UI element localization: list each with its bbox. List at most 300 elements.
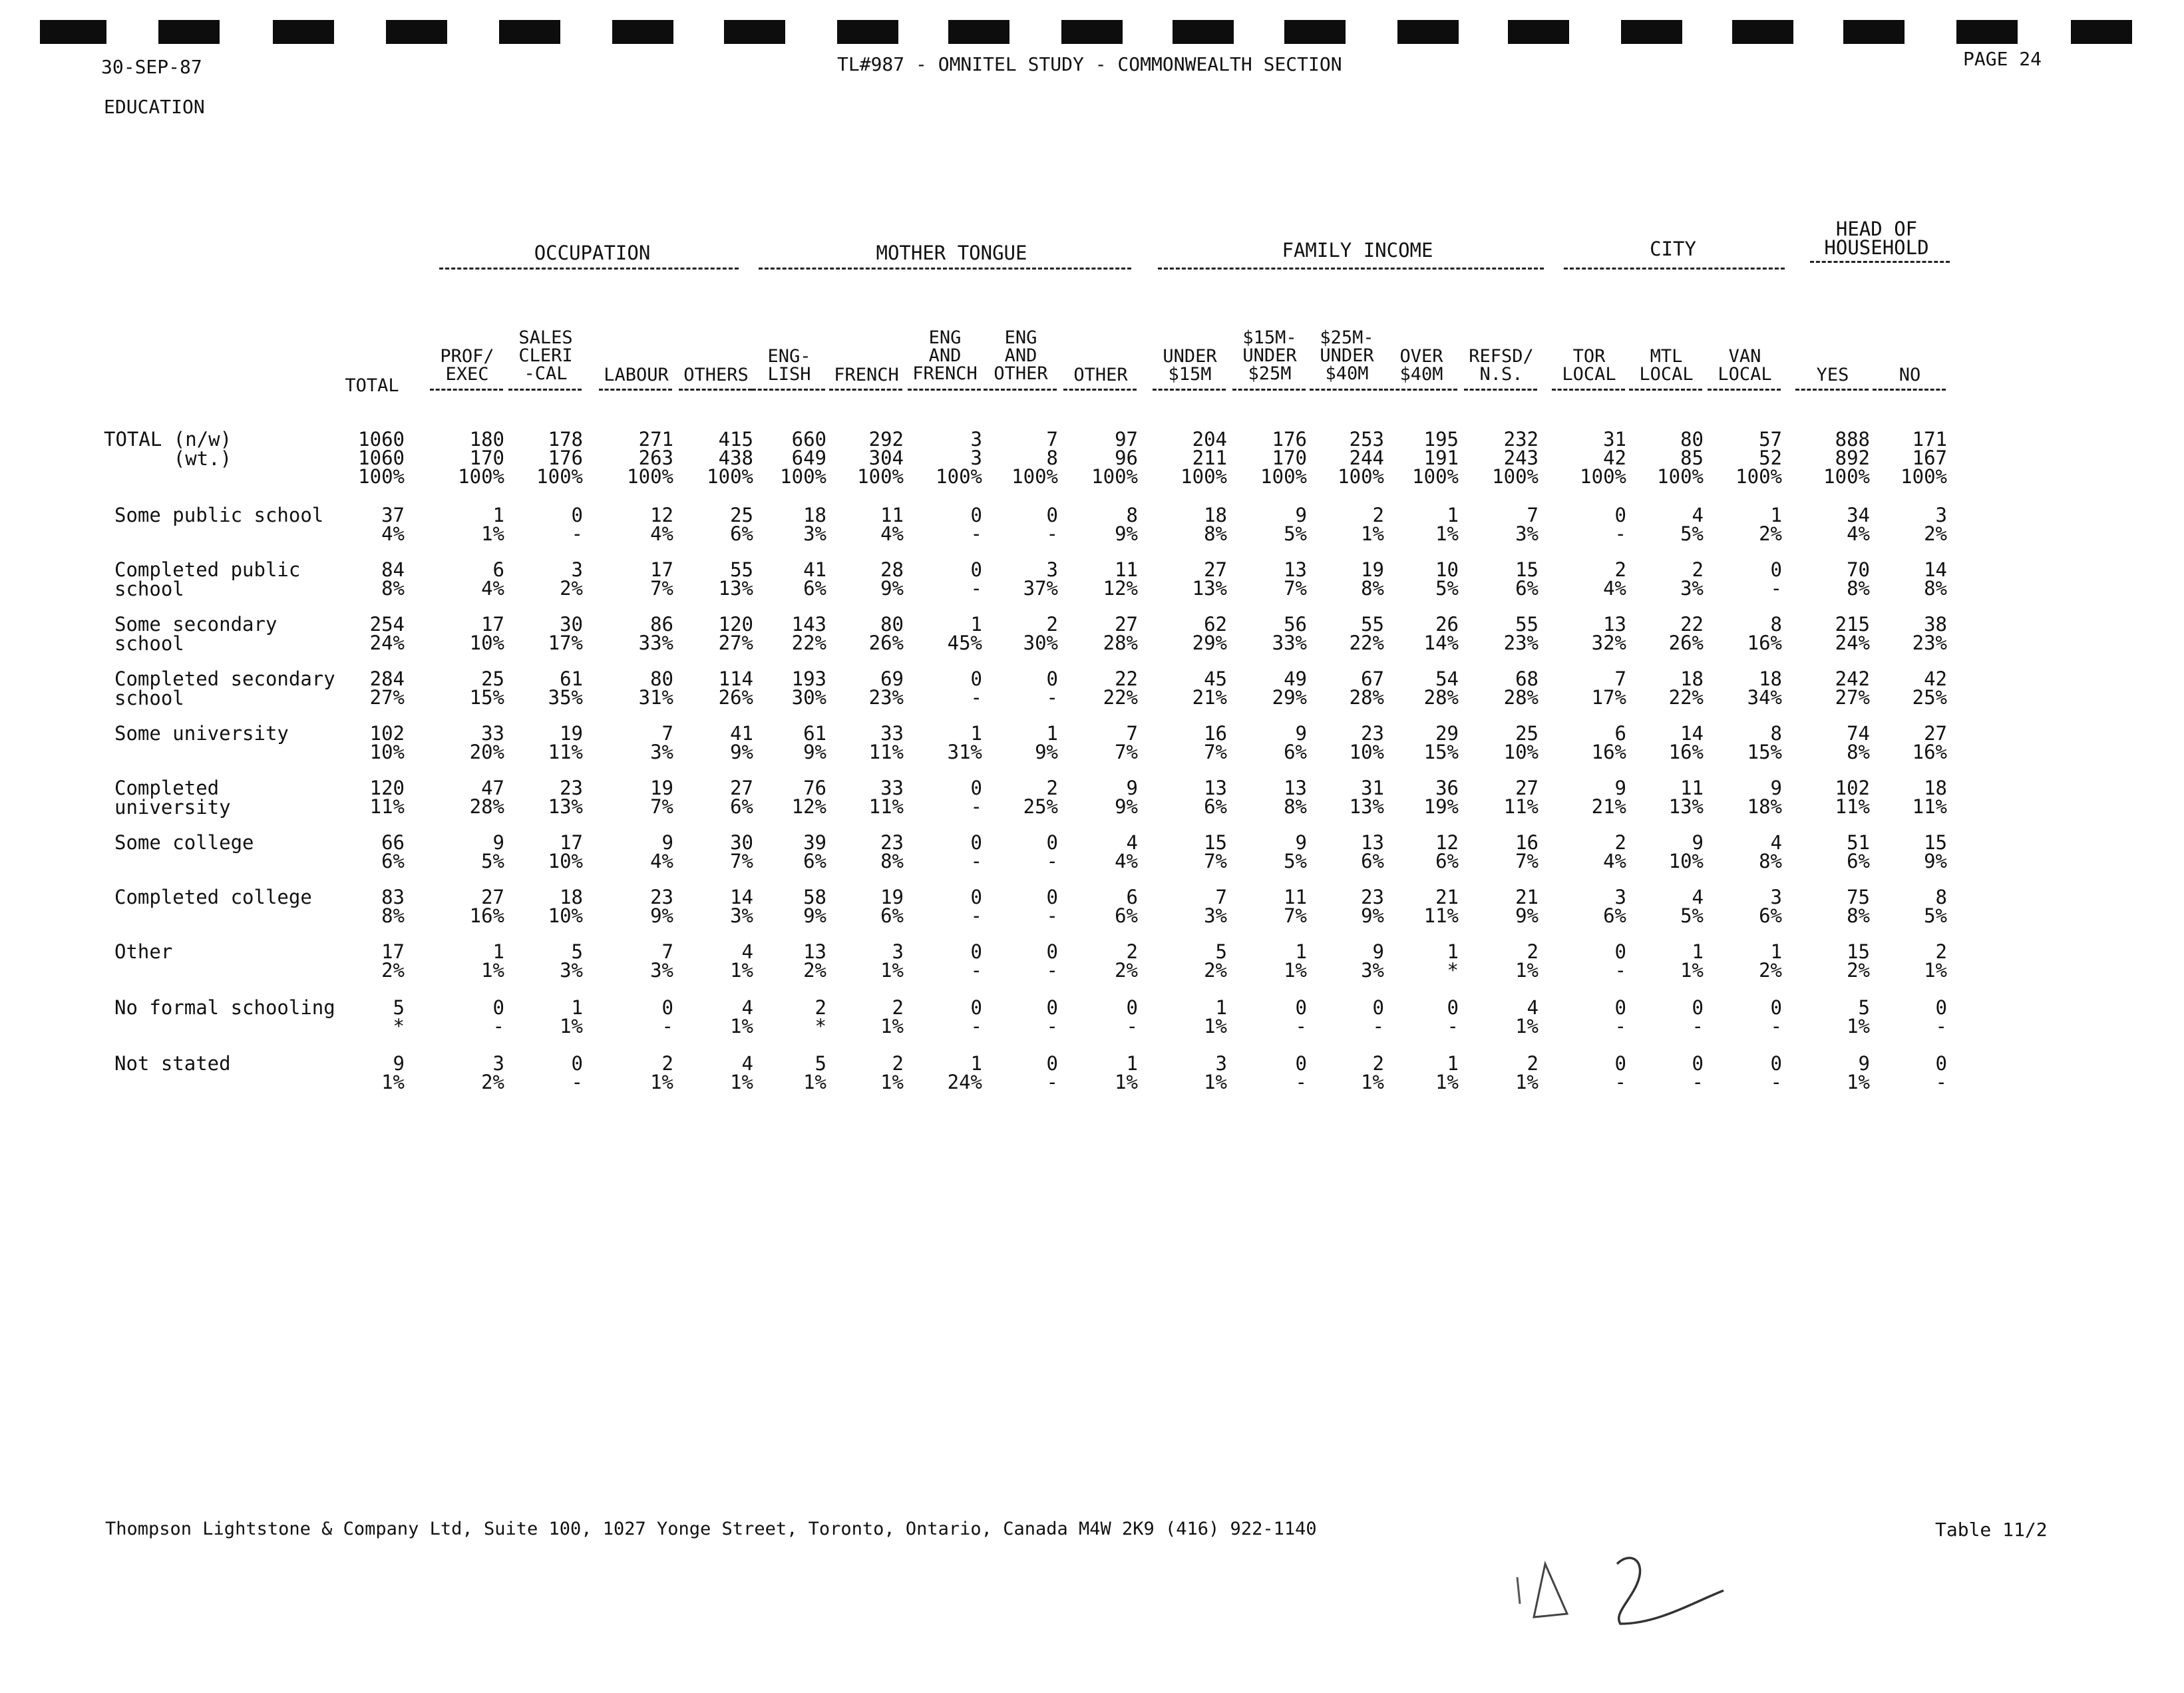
column-header: $15M- UNDER $25M bbox=[1242, 327, 1297, 384]
cell-percent: 16% bbox=[1668, 741, 1704, 763]
cell-count: 176 bbox=[1272, 428, 1307, 451]
cell-percent: 2% bbox=[1115, 959, 1138, 982]
cell-count: 1 bbox=[1295, 940, 1307, 963]
cell-percent: - bbox=[571, 522, 583, 545]
cell-count: 2 bbox=[1527, 1052, 1539, 1075]
cell-percent: 7% bbox=[1515, 850, 1539, 872]
cell-percent: 1% bbox=[1361, 522, 1384, 545]
cell-count: 195 bbox=[1423, 428, 1459, 451]
cell-percent: 11% bbox=[1423, 904, 1459, 927]
cell-count: 4 bbox=[741, 996, 753, 1019]
cell-count: 888 bbox=[1835, 428, 1870, 451]
cell-percent: 2% bbox=[1924, 522, 1947, 545]
cell-percent: 28% bbox=[1349, 686, 1384, 709]
cell-percent: 5% bbox=[481, 850, 504, 872]
cell-percent: 3% bbox=[1515, 522, 1539, 545]
column-header: OVER $40M bbox=[1399, 346, 1443, 385]
cell-count: 8 bbox=[1770, 722, 1782, 745]
group-header: HEAD OF HOUSEHOLD bbox=[1824, 218, 1929, 259]
cell-percent: 2% bbox=[560, 577, 583, 600]
column-header: ENG AND FRENCH bbox=[912, 327, 978, 384]
cell-count: 39 bbox=[803, 831, 826, 854]
cell-percent: 100% bbox=[1181, 465, 1227, 488]
cell-count: 1060 bbox=[358, 428, 405, 451]
cell-count: 0 bbox=[492, 996, 504, 1019]
group-header: FAMILY INCOME bbox=[1282, 239, 1433, 262]
cell-percent: 9% bbox=[1515, 904, 1539, 927]
cell-percent: 3% bbox=[730, 904, 753, 927]
cell-count: 3 bbox=[892, 940, 904, 963]
cell-percent: 16% bbox=[1912, 741, 1947, 763]
cell-count: 271 bbox=[638, 428, 673, 451]
column-header-underline bbox=[752, 389, 825, 391]
cell-percent: 10% bbox=[369, 741, 405, 763]
cell-count: 13 bbox=[1284, 777, 1307, 799]
cell-count: 2 bbox=[1935, 940, 1947, 963]
cell-percent: - bbox=[1046, 959, 1058, 982]
cell-percent: 23% bbox=[1503, 632, 1539, 654]
column-header: NO bbox=[1899, 365, 1921, 385]
cell-percent: 13% bbox=[718, 577, 753, 600]
cell-count: 211 bbox=[1192, 447, 1227, 469]
cell-count: 3 bbox=[1935, 504, 1947, 526]
cell-percent: 4% bbox=[1847, 522, 1870, 545]
cell-percent: 4% bbox=[1603, 577, 1626, 600]
cell-count: 4 bbox=[1692, 886, 1704, 908]
cell-count: 13 bbox=[1361, 831, 1384, 854]
cell-count: 14 bbox=[730, 886, 753, 908]
cell-percent: - bbox=[1692, 1071, 1704, 1093]
cell-count: 242 bbox=[1835, 667, 1870, 690]
cell-percent: 6% bbox=[730, 522, 753, 545]
cell-count: 9 bbox=[1614, 777, 1626, 799]
cell-count: 80 bbox=[650, 667, 673, 690]
cell-count: 114 bbox=[718, 667, 753, 690]
cell-count: 23 bbox=[1361, 886, 1384, 908]
cell-percent: 1% bbox=[1115, 1071, 1138, 1093]
cell-percent: 10% bbox=[548, 904, 583, 927]
cell-percent: 33% bbox=[1272, 632, 1307, 654]
cell-percent: - bbox=[661, 1015, 673, 1037]
scan-border-block bbox=[724, 20, 785, 44]
cell-count: 61 bbox=[803, 722, 826, 745]
cell-count: 13 bbox=[1603, 613, 1626, 636]
cell-count: 17 bbox=[560, 831, 583, 854]
cell-percent: 26% bbox=[718, 686, 753, 709]
column-header-underline bbox=[1384, 389, 1457, 391]
cell-percent: - bbox=[1614, 1015, 1626, 1037]
cell-count: 54 bbox=[1435, 667, 1459, 690]
cell-percent: 3% bbox=[1204, 904, 1227, 927]
cell-count: 5 bbox=[1858, 996, 1870, 1019]
cell-count: 0 bbox=[1770, 1052, 1782, 1075]
cell-count: 23 bbox=[880, 831, 904, 854]
cell-percent: 1% bbox=[1680, 959, 1704, 982]
column-header-underline bbox=[1552, 389, 1625, 391]
cell-percent: 1% bbox=[880, 959, 904, 982]
cell-percent: 100% bbox=[358, 465, 405, 488]
cell-count: 2 bbox=[1126, 940, 1138, 963]
group-header-underline bbox=[1564, 268, 1785, 270]
cell-count: 2 bbox=[1692, 558, 1704, 581]
cell-count: 3 bbox=[492, 1052, 504, 1075]
cell-percent: 10% bbox=[1349, 741, 1384, 763]
row-label: Some public school bbox=[114, 504, 324, 526]
cell-percent: 6% bbox=[1759, 904, 1782, 927]
cell-percent: 4% bbox=[880, 522, 904, 545]
cell-percent: - bbox=[1692, 1015, 1704, 1037]
cell-percent: 100% bbox=[780, 465, 826, 488]
cell-count: 7 bbox=[1215, 886, 1227, 908]
cell-percent: - bbox=[1046, 904, 1058, 927]
cell-percent: 6% bbox=[1284, 741, 1307, 763]
cell-count: 2 bbox=[1046, 613, 1058, 636]
cell-count: 0 bbox=[1295, 996, 1307, 1019]
cell-percent: 1% bbox=[1361, 1071, 1384, 1093]
cell-percent: 7% bbox=[650, 577, 673, 600]
cell-count: 42 bbox=[1603, 447, 1626, 469]
cell-percent: 8% bbox=[1924, 577, 1947, 600]
cell-count: 1 bbox=[1215, 996, 1227, 1019]
scan-border-block bbox=[1508, 20, 1569, 44]
column-header: ENG AND OTHER bbox=[994, 327, 1048, 384]
cell-count: 18 bbox=[560, 886, 583, 908]
cell-count: 253 bbox=[1349, 428, 1384, 451]
cell-percent: 100% bbox=[707, 465, 753, 488]
cell-count: 9 bbox=[492, 831, 504, 854]
cell-count: 38 bbox=[1924, 613, 1947, 636]
scan-border-block bbox=[1843, 20, 1905, 44]
cell-count: 19 bbox=[650, 777, 673, 799]
cell-count: 9 bbox=[1295, 722, 1307, 745]
cell-count: 15 bbox=[1847, 940, 1870, 963]
cell-count: 8 bbox=[1046, 447, 1058, 469]
cell-percent: 26% bbox=[1668, 632, 1704, 654]
cell-count: 6 bbox=[492, 558, 504, 581]
cell-percent: 16% bbox=[469, 904, 504, 927]
cell-count: 37 bbox=[381, 504, 405, 526]
cell-percent: 9% bbox=[730, 741, 753, 763]
cell-count: 12 bbox=[1435, 831, 1459, 854]
cell-percent: 8% bbox=[1361, 577, 1384, 600]
cell-percent: 10% bbox=[548, 850, 583, 872]
cell-percent: 1% bbox=[1284, 959, 1307, 982]
cell-percent: - bbox=[1046, 1015, 1058, 1037]
cell-count: 80 bbox=[1680, 428, 1704, 451]
cell-count: 2 bbox=[892, 1052, 904, 1075]
cell-count: 2 bbox=[1372, 504, 1384, 526]
cell-percent: * bbox=[815, 1015, 826, 1037]
cell-percent: 1% bbox=[730, 959, 753, 982]
cell-count: 45 bbox=[1204, 667, 1227, 690]
cell-count: 36 bbox=[1435, 777, 1459, 799]
cell-count: 4 bbox=[1770, 831, 1782, 854]
cell-count: 1 bbox=[970, 722, 982, 745]
cell-percent: 8% bbox=[381, 577, 405, 600]
cell-percent: 100% bbox=[1735, 465, 1782, 488]
cell-count: 4 bbox=[741, 1052, 753, 1075]
cell-count: 66 bbox=[381, 831, 405, 854]
cell-count: 1 bbox=[1447, 1052, 1459, 1075]
cell-percent: 11% bbox=[1835, 795, 1870, 818]
cell-percent: 6% bbox=[381, 850, 405, 872]
cell-count: 1 bbox=[1770, 940, 1782, 963]
cell-percent: 5% bbox=[1924, 904, 1947, 927]
cell-percent: 17% bbox=[1591, 686, 1626, 709]
cell-count: 84 bbox=[381, 558, 405, 581]
cell-count: 3 bbox=[970, 447, 982, 469]
cell-percent: 15% bbox=[1747, 741, 1782, 763]
cell-count: 51 bbox=[1847, 831, 1870, 854]
cell-percent: 13% bbox=[1192, 577, 1227, 600]
cell-count: 193 bbox=[791, 667, 826, 690]
column-header-underline bbox=[1629, 389, 1702, 391]
cell-percent: 30% bbox=[1023, 632, 1058, 654]
cell-count: 7 bbox=[1046, 428, 1058, 451]
cell-percent: 1% bbox=[650, 1071, 673, 1093]
cell-percent: 1% bbox=[560, 1015, 583, 1037]
cell-count: 9 bbox=[1295, 504, 1307, 526]
cell-count: 83 bbox=[381, 886, 405, 908]
cell-count: 7 bbox=[1126, 722, 1138, 745]
cell-count: 75 bbox=[1847, 886, 1870, 908]
cell-percent: 24% bbox=[947, 1071, 982, 1093]
cell-percent: 4% bbox=[650, 522, 673, 545]
cell-count: 17 bbox=[650, 558, 673, 581]
cell-percent: 29% bbox=[1272, 686, 1307, 709]
cell-percent: 1% bbox=[880, 1071, 904, 1093]
cell-count: 30 bbox=[560, 613, 583, 636]
cell-count: 76 bbox=[803, 777, 826, 799]
cell-percent: 100% bbox=[1338, 465, 1384, 488]
cell-percent: 6% bbox=[1847, 850, 1870, 872]
cell-count: 27 bbox=[1204, 558, 1227, 581]
cell-count: 15 bbox=[1204, 831, 1227, 854]
cell-percent: - bbox=[970, 850, 982, 872]
column-header: REFSD/ N.S. bbox=[1469, 346, 1534, 385]
cell-percent: 11% bbox=[369, 795, 405, 818]
cell-percent: 9% bbox=[1924, 850, 1947, 872]
cell-count: 68 bbox=[1515, 667, 1539, 690]
cell-count: 9 bbox=[661, 831, 673, 854]
group-header-underline bbox=[759, 268, 1131, 270]
column-header-underline bbox=[430, 389, 503, 391]
cell-count: 1 bbox=[970, 613, 982, 636]
cell-percent: 4% bbox=[1603, 850, 1626, 872]
cell-percent: 10% bbox=[1668, 850, 1704, 872]
cell-percent: 8% bbox=[1204, 522, 1227, 545]
cell-count: 143 bbox=[791, 613, 826, 636]
cell-percent: 4% bbox=[381, 522, 405, 545]
cell-count: 23 bbox=[1361, 722, 1384, 745]
cell-count: 170 bbox=[1272, 447, 1307, 469]
cell-count: 4 bbox=[741, 940, 753, 963]
cell-count: 0 bbox=[970, 777, 982, 799]
cell-percent: 2% bbox=[803, 959, 826, 982]
cell-percent: * bbox=[393, 1015, 405, 1037]
cell-count: 23 bbox=[650, 886, 673, 908]
cell-count: 33 bbox=[481, 722, 504, 745]
cell-count: 97 bbox=[1115, 428, 1138, 451]
cell-percent: 28% bbox=[1423, 686, 1459, 709]
cell-count: 120 bbox=[718, 613, 753, 636]
cell-count: 21 bbox=[1435, 886, 1459, 908]
cell-count: 27 bbox=[1924, 722, 1947, 745]
row-label: Completed public school bbox=[114, 558, 301, 600]
row-label: Some university bbox=[114, 722, 289, 745]
row-label: Some college bbox=[114, 831, 254, 854]
cell-percent: 100% bbox=[1901, 465, 1947, 488]
cell-percent: - bbox=[970, 577, 982, 600]
cell-count: 3 bbox=[1614, 886, 1626, 908]
cell-percent: 7% bbox=[650, 795, 673, 818]
cell-count: 0 bbox=[1046, 1052, 1058, 1075]
cell-percent: 14% bbox=[1423, 632, 1459, 654]
cell-percent: 1% bbox=[481, 959, 504, 982]
column-header: LABOUR bbox=[604, 365, 669, 385]
cell-percent: 33% bbox=[638, 632, 673, 654]
cell-percent: 15% bbox=[469, 686, 504, 709]
cell-count: 6 bbox=[1614, 722, 1626, 745]
cell-percent: 100% bbox=[1657, 465, 1704, 488]
cell-percent: 1% bbox=[1515, 1015, 1539, 1037]
cell-percent: 100% bbox=[536, 465, 583, 488]
cell-percent: - bbox=[1372, 1015, 1384, 1037]
cell-count: 1 bbox=[1770, 504, 1782, 526]
cell-count: 3 bbox=[970, 428, 982, 451]
cell-percent: 100% bbox=[1580, 465, 1626, 488]
group-header-underline bbox=[1810, 261, 1950, 263]
cell-count: 5 bbox=[571, 940, 583, 963]
cell-count: 56 bbox=[1284, 613, 1307, 636]
cell-percent: 29% bbox=[1192, 632, 1227, 654]
cell-percent: 17% bbox=[548, 632, 583, 654]
cell-count: 215 bbox=[1835, 613, 1870, 636]
scan-border-block bbox=[273, 20, 334, 44]
cell-percent: 1% bbox=[1204, 1071, 1227, 1093]
cell-count: 8 bbox=[1770, 613, 1782, 636]
cell-count: 5 bbox=[393, 996, 405, 1019]
cell-count: 2 bbox=[892, 996, 904, 1019]
cell-percent: 1% bbox=[1847, 1071, 1870, 1093]
cell-count: 3 bbox=[1770, 886, 1782, 908]
cell-count: 74 bbox=[1847, 722, 1870, 745]
cell-percent: 11% bbox=[868, 741, 904, 763]
cell-percent: 13% bbox=[1349, 795, 1384, 818]
row-label: Completed college bbox=[114, 886, 312, 908]
row-label: Other bbox=[114, 940, 173, 963]
column-header-underline bbox=[829, 389, 902, 391]
group-header: CITY bbox=[1650, 238, 1696, 260]
cell-percent: 28% bbox=[469, 795, 504, 818]
cell-percent: 1% bbox=[1435, 522, 1459, 545]
cell-count: 1 bbox=[1692, 940, 1704, 963]
cell-percent: 2% bbox=[1847, 959, 1870, 982]
cell-count: 8 bbox=[1935, 886, 1947, 908]
scan-border-block bbox=[948, 20, 1009, 44]
cell-count: 8 bbox=[1126, 504, 1138, 526]
cell-percent: 3% bbox=[650, 959, 673, 982]
cell-count: 28 bbox=[880, 558, 904, 581]
cell-count: 171 bbox=[1912, 428, 1947, 451]
cell-percent: 3% bbox=[560, 959, 583, 982]
cell-percent: - bbox=[1046, 686, 1058, 709]
cell-count: 13 bbox=[1284, 558, 1307, 581]
cell-count: 1 bbox=[1447, 504, 1459, 526]
cell-percent: 45% bbox=[947, 632, 982, 654]
cell-percent: 1% bbox=[730, 1071, 753, 1093]
scan-border-block bbox=[837, 20, 898, 44]
scan-border-block bbox=[1061, 20, 1123, 44]
cell-count: 22 bbox=[1115, 667, 1138, 690]
cell-percent: - bbox=[1046, 1071, 1058, 1093]
cell-count: 80 bbox=[880, 613, 904, 636]
cell-percent: 6% bbox=[1361, 850, 1384, 872]
column-header-underline bbox=[1153, 389, 1226, 391]
cell-percent: - bbox=[1295, 1015, 1307, 1037]
row-label: Completed secondary school bbox=[114, 667, 335, 709]
cell-percent: 13% bbox=[548, 795, 583, 818]
cell-percent: 7% bbox=[1204, 850, 1227, 872]
cell-count: 0 bbox=[970, 996, 982, 1019]
cell-count: 7 bbox=[661, 722, 673, 745]
column-header: ENG- LISH bbox=[767, 346, 811, 385]
cell-count: 0 bbox=[1935, 1052, 1947, 1075]
cell-percent: 24% bbox=[369, 632, 405, 654]
cell-count: 18 bbox=[1680, 667, 1704, 690]
cell-percent: 11% bbox=[1912, 795, 1947, 818]
cell-percent: 8% bbox=[880, 850, 904, 872]
cell-count: 14 bbox=[1924, 558, 1947, 581]
cell-count: 102 bbox=[369, 722, 405, 745]
cell-percent: - bbox=[970, 686, 982, 709]
cell-count: 18 bbox=[803, 504, 826, 526]
cell-count: 30 bbox=[730, 831, 753, 854]
cell-percent: 1% bbox=[880, 1015, 904, 1037]
column-header-underline bbox=[1310, 389, 1383, 391]
cell-percent: 6% bbox=[1204, 795, 1227, 818]
cell-percent: 7% bbox=[1115, 741, 1138, 763]
cell-percent: 6% bbox=[880, 904, 904, 927]
scan-border-block bbox=[1732, 20, 1793, 44]
cell-percent: * bbox=[1447, 959, 1459, 982]
cell-count: 176 bbox=[548, 447, 583, 469]
cell-count: 0 bbox=[1614, 940, 1626, 963]
cell-count: 62 bbox=[1204, 613, 1227, 636]
cell-percent: 37% bbox=[1023, 577, 1058, 600]
cell-percent: - bbox=[970, 904, 982, 927]
cell-count: 7 bbox=[1614, 667, 1626, 690]
cell-percent: 7% bbox=[730, 850, 753, 872]
cell-count: 102 bbox=[1835, 777, 1870, 799]
cell-count: 2 bbox=[1527, 940, 1539, 963]
cell-count: 52 bbox=[1759, 447, 1782, 469]
scan-border-block bbox=[1284, 20, 1346, 44]
column-header-underline bbox=[1708, 389, 1781, 391]
cell-percent: 24% bbox=[1835, 632, 1870, 654]
cell-count: 204 bbox=[1192, 428, 1227, 451]
cell-count: 0 bbox=[1372, 996, 1384, 1019]
cell-count: 9 bbox=[1858, 1052, 1870, 1075]
cell-percent: 31% bbox=[638, 686, 673, 709]
cell-count: 2 bbox=[1372, 1052, 1384, 1075]
cell-count: 9 bbox=[393, 1052, 405, 1075]
cell-percent: 3% bbox=[803, 522, 826, 545]
cell-percent: 100% bbox=[1260, 465, 1307, 488]
cell-percent: 9% bbox=[1361, 904, 1384, 927]
cell-percent: 27% bbox=[718, 632, 753, 654]
cell-percent: 1% bbox=[1924, 959, 1947, 982]
